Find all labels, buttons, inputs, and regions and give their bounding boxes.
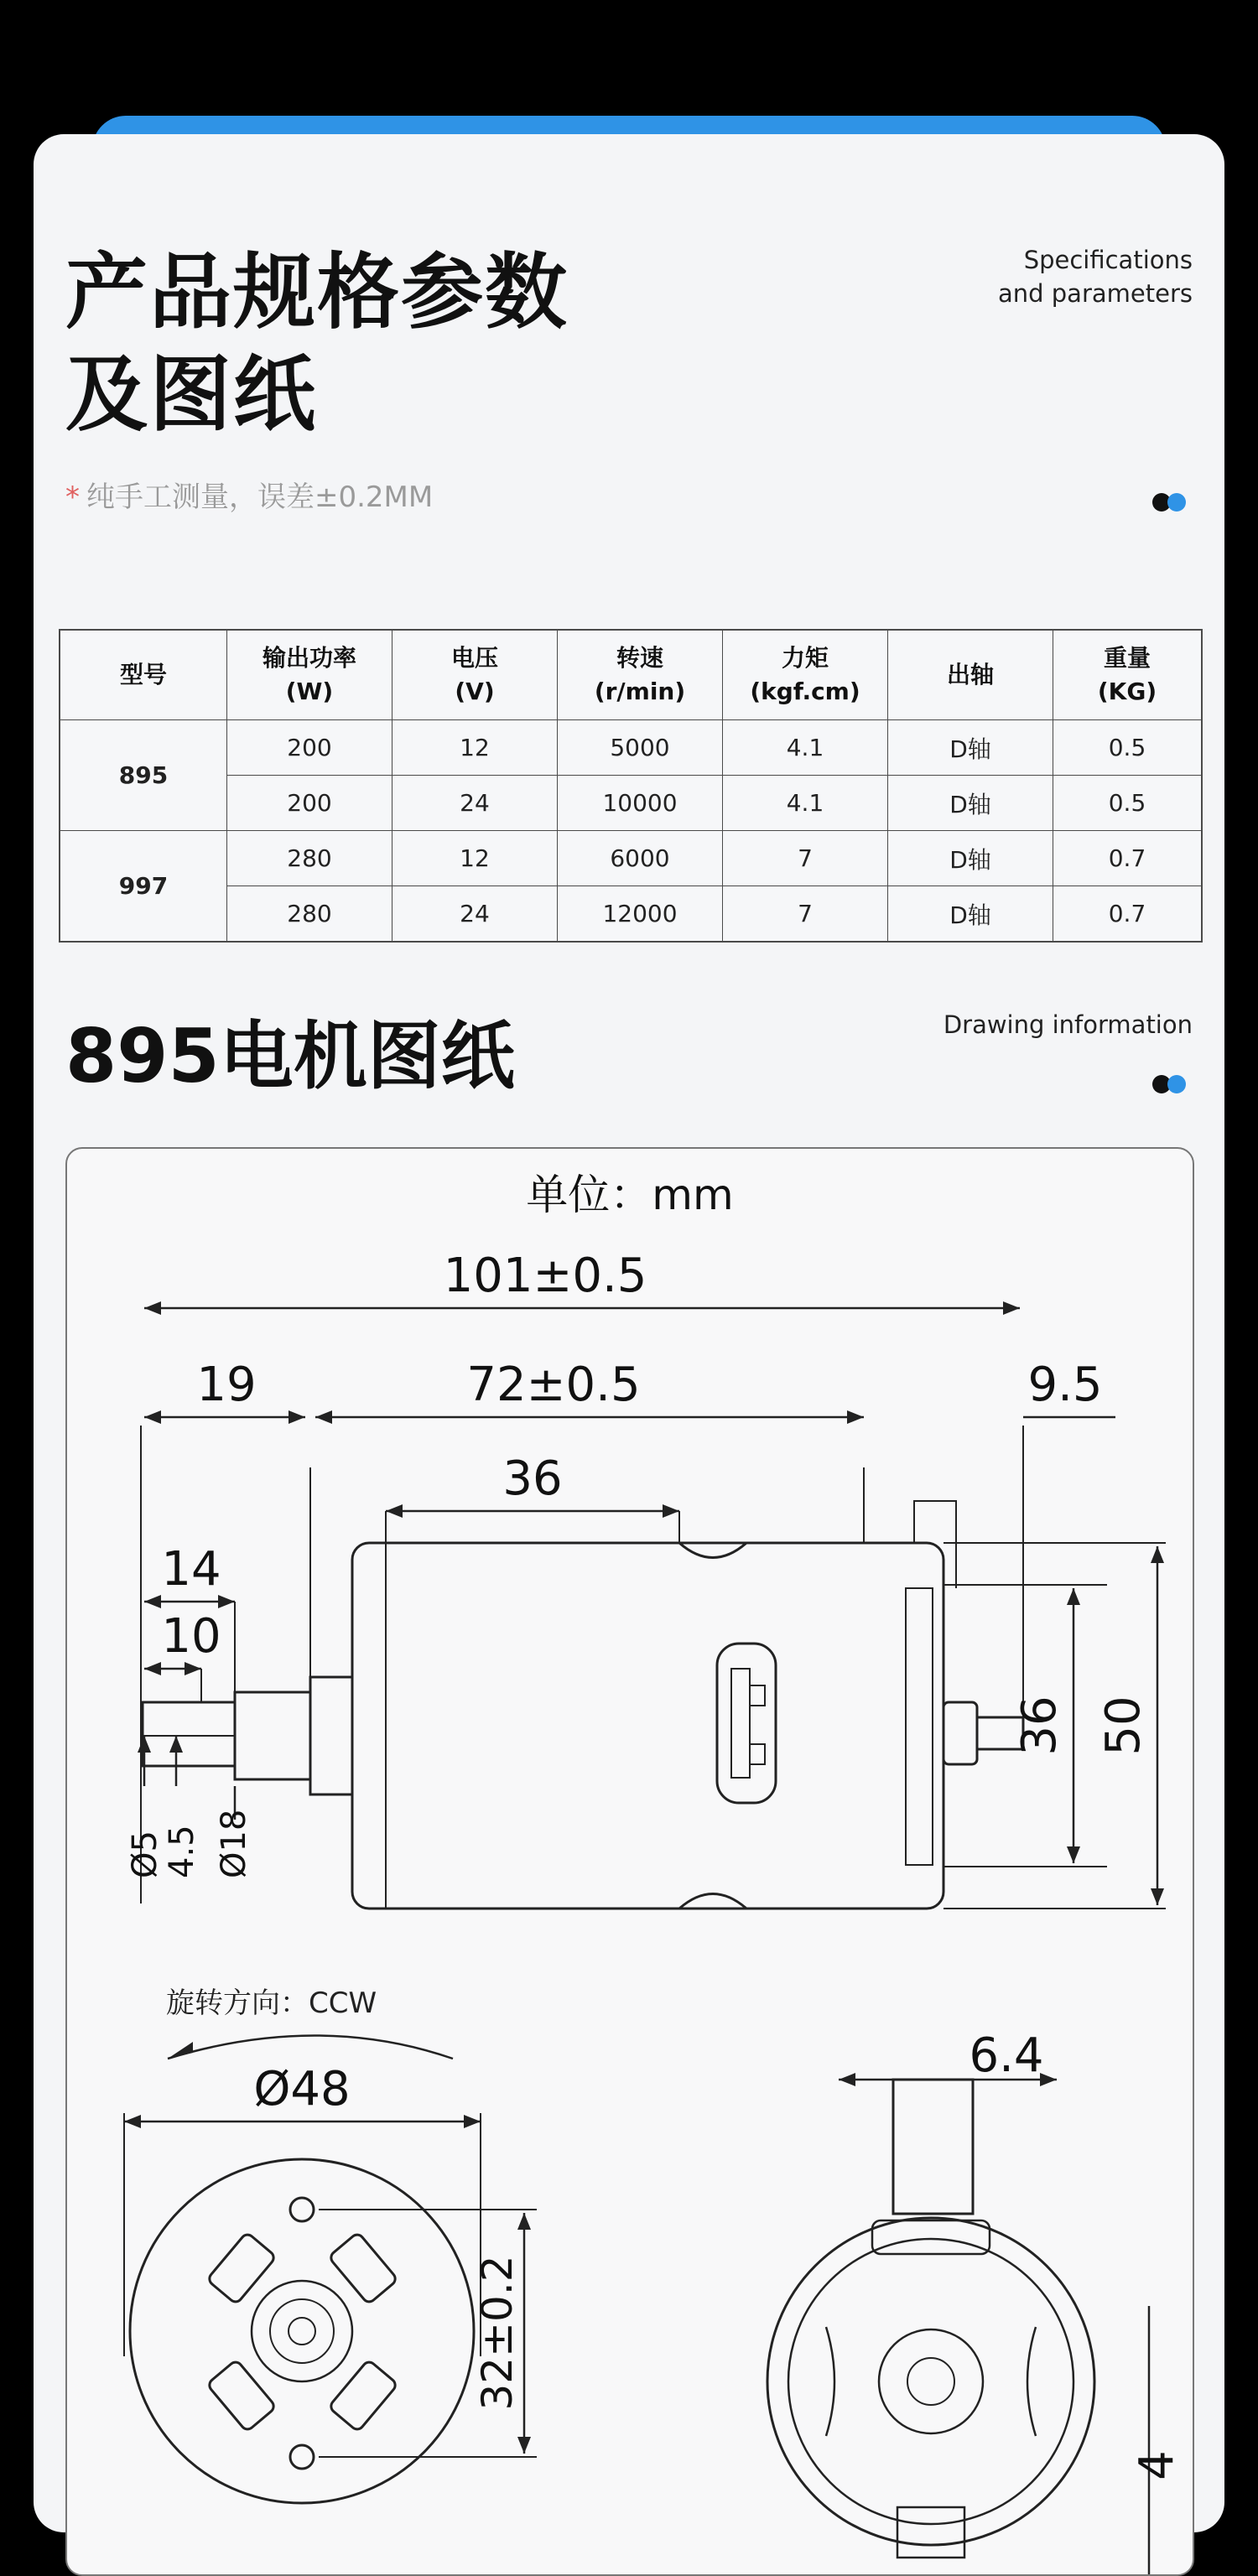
dim-32: 32±0.2 bbox=[473, 2255, 522, 2411]
dim-72: 72±0.5 bbox=[466, 1358, 641, 1412]
table-cell: 0.7 bbox=[1053, 886, 1203, 943]
spec-table bbox=[59, 629, 1203, 943]
subtitle-line-1: Specifications bbox=[1023, 246, 1193, 274]
table-cell: 280 bbox=[227, 831, 392, 886]
motor-body bbox=[352, 1543, 944, 1909]
dim-50: 50 bbox=[1096, 1696, 1151, 1756]
motor-rear-view bbox=[767, 2080, 1094, 2558]
unit-label: 单位：mm bbox=[526, 1171, 734, 1219]
table-cell: D轴 bbox=[888, 886, 1053, 943]
dim-36-height: 36 bbox=[1012, 1696, 1067, 1756]
model-cell: 895 bbox=[60, 720, 227, 831]
drawing-subtitle: Drawing information bbox=[943, 1010, 1193, 1039]
rear-boss bbox=[944, 1702, 977, 1764]
table-cell: 280 bbox=[227, 886, 392, 943]
dim-d48: Ø48 bbox=[253, 2062, 351, 2116]
dim-19: 19 bbox=[196, 1358, 257, 1412]
dim-101: 101±0.5 bbox=[443, 1249, 647, 1303]
table-cell: 200 bbox=[227, 776, 392, 831]
english-subtitle bbox=[998, 243, 1193, 310]
vent-slot bbox=[207, 2360, 277, 2432]
table-cell: 5000 bbox=[558, 720, 723, 776]
drawing-frame bbox=[65, 1147, 1194, 2576]
dim-9-5-label: 9.5 bbox=[1027, 1358, 1103, 1412]
terminal-slot bbox=[717, 1644, 776, 1803]
front-shaft bbox=[143, 1702, 235, 1766]
dots-decoration bbox=[1152, 493, 1191, 512]
spec-card bbox=[34, 134, 1224, 2532]
vent-slot bbox=[329, 2360, 398, 2432]
dim-4-5: 4.5 bbox=[163, 1825, 201, 1878]
vent-slot bbox=[207, 2232, 277, 2304]
table-row bbox=[60, 720, 1202, 776]
table-cell: 4.1 bbox=[723, 776, 888, 831]
dots-decoration bbox=[1152, 1075, 1191, 1093]
table-row bbox=[60, 886, 1202, 943]
motor-side-view bbox=[143, 1501, 1023, 1909]
dot-blue bbox=[1167, 1075, 1186, 1093]
dim-4: 4 bbox=[1130, 2450, 1184, 2480]
header-speed: 转速 (r/min) bbox=[558, 630, 723, 720]
brush-holder bbox=[872, 2220, 990, 2254]
dim-d18: Ø18 bbox=[215, 1809, 253, 1878]
notch-top bbox=[679, 1543, 746, 1558]
table-cell: 24 bbox=[392, 776, 558, 831]
rotation-arc bbox=[168, 2036, 453, 2059]
table-cell: 200 bbox=[227, 720, 392, 776]
table-cell: 0.5 bbox=[1053, 720, 1203, 776]
rear-flange bbox=[906, 1588, 933, 1865]
title-line-2: 及图纸 bbox=[65, 347, 318, 443]
mount-hole bbox=[290, 2445, 314, 2469]
dimension-lines bbox=[144, 1308, 1157, 1905]
note-asterisk: * bbox=[65, 480, 80, 514]
dim-6-4: 6.4 bbox=[969, 2028, 1044, 2083]
table-cell: 7 bbox=[723, 886, 888, 943]
header-shaft: 出轴 bbox=[888, 630, 1053, 720]
dimension-labels bbox=[126, 1249, 1151, 1878]
motor-drawing bbox=[67, 1149, 1193, 2574]
motor-front-view bbox=[130, 2159, 474, 2503]
table-cell: 0.5 bbox=[1053, 776, 1203, 831]
table-cell: 4.1 bbox=[723, 720, 888, 776]
drawing-title: 895电机图纸 bbox=[65, 1013, 515, 1099]
table-row bbox=[60, 831, 1202, 886]
table-cell: 0.7 bbox=[1053, 831, 1203, 886]
rotation-label: 旋转方向：CCW bbox=[166, 1987, 377, 2020]
page-title bbox=[65, 242, 569, 446]
table-cell: 6000 bbox=[558, 831, 723, 886]
title-line-1: 产品规格参数 bbox=[65, 245, 569, 340]
dot-blue bbox=[1167, 493, 1186, 512]
measurement-note bbox=[65, 474, 433, 515]
header-voltage: 电压 (V) bbox=[392, 630, 558, 720]
table-cell: 24 bbox=[392, 886, 558, 943]
note-text: 纯手工测量，误差±0.2MM bbox=[86, 480, 434, 514]
terminal-pin bbox=[731, 1669, 750, 1778]
dim-10: 10 bbox=[161, 1609, 221, 1664]
table-cell: 12 bbox=[392, 720, 558, 776]
rear-tab-view bbox=[893, 2080, 973, 2214]
table-cell: 7 bbox=[723, 831, 888, 886]
header-torque: 力矩 (kgf.cm) bbox=[723, 630, 888, 720]
vent-slot bbox=[329, 2232, 398, 2304]
dim-d5: Ø5 bbox=[126, 1831, 164, 1878]
notch-bottom bbox=[679, 1894, 746, 1909]
header-power: 输出功率 (W) bbox=[227, 630, 392, 720]
dim-36-width: 36 bbox=[502, 1452, 563, 1506]
dim-14: 14 bbox=[161, 1542, 221, 1597]
model-cell: 997 bbox=[60, 831, 227, 943]
front-boss-ring bbox=[235, 1692, 310, 1779]
front-boss bbox=[310, 1677, 352, 1794]
table-cell: 12000 bbox=[558, 886, 723, 943]
header-weight: 重量 (KG) bbox=[1053, 630, 1203, 720]
table-cell: D轴 bbox=[888, 776, 1053, 831]
terminal-block bbox=[897, 2507, 964, 2558]
extension-lines bbox=[141, 1426, 1166, 1909]
rotation-arrow-icon bbox=[168, 2042, 193, 2059]
header-model: 型号 bbox=[60, 630, 227, 720]
mount-hole bbox=[290, 2198, 314, 2221]
spec-table-header-row bbox=[60, 630, 1202, 720]
table-cell: D轴 bbox=[888, 720, 1053, 776]
subtitle-line-2: and parameters bbox=[998, 279, 1193, 308]
table-cell: D轴 bbox=[888, 831, 1053, 886]
table-cell: 10000 bbox=[558, 776, 723, 831]
table-cell: 12 bbox=[392, 831, 558, 886]
table-row bbox=[60, 776, 1202, 831]
